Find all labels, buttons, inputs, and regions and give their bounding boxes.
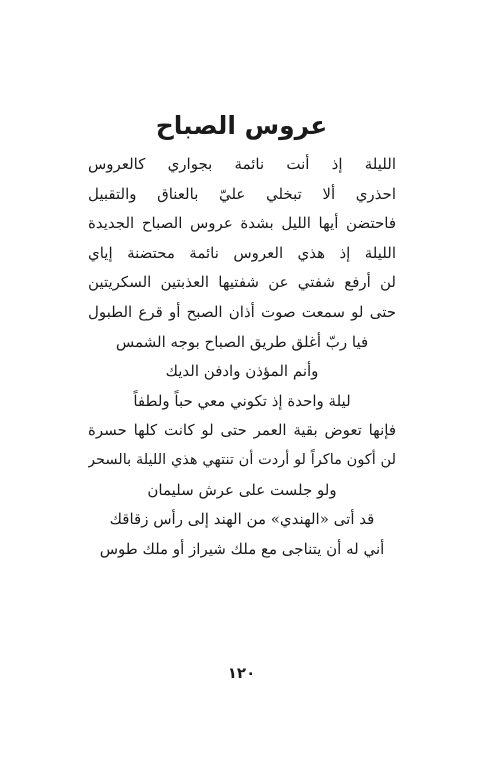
verse-line: حتى لو سمعت صوت أذان الصبح أو قرع الطبول — [88, 302, 396, 321]
verse-line: الليلة إذ أنت نائمة بجواري كالعروس — [88, 155, 396, 173]
poem-verses — [88, 150, 396, 564]
verse-line: أني له أن يتناجى مع ملك شيراز أو ملك طوس — [99, 539, 385, 558]
verse-line: احذري ألا تبخلي عليّ بالعناق والتقبيل — [88, 184, 396, 203]
verse-line: وأنم المؤذن وادفن الديك — [165, 362, 319, 381]
verse-line: لن أرفع شفتي عن شفتيها العذبتين السكريتين — [88, 273, 396, 292]
verse-line: ولو جلست على عرش سليمان — [147, 480, 337, 499]
verse-line: لن أكون ماكراً لو أردت أن تنتهي هذي الليلة بالسحر — [88, 451, 396, 468]
verse-line: ليلة واحدة إذ تكوني معي حباً ولطفاً — [133, 391, 351, 410]
page-number: ١٢٠ — [227, 664, 256, 682]
verse-line: الليلة إذ هذي العروس نائمة محتضنة إياي — [88, 243, 396, 262]
verse-line: فإنها تعوض بقية العمر حتى لو كانت كلها حسرة — [88, 421, 396, 440]
verse-line: فاحتضن أيها الليل بشدة عروس الصباح الجديدة — [88, 214, 396, 233]
verse-line: قد أتى «الهندي» من الهند إلى رأس زقاقك — [109, 510, 375, 529]
verse-line: فيا ربّ أغلق طريق الصباح بوجه الشمس — [115, 332, 369, 351]
poem-title: عروس الصباح — [155, 111, 328, 140]
